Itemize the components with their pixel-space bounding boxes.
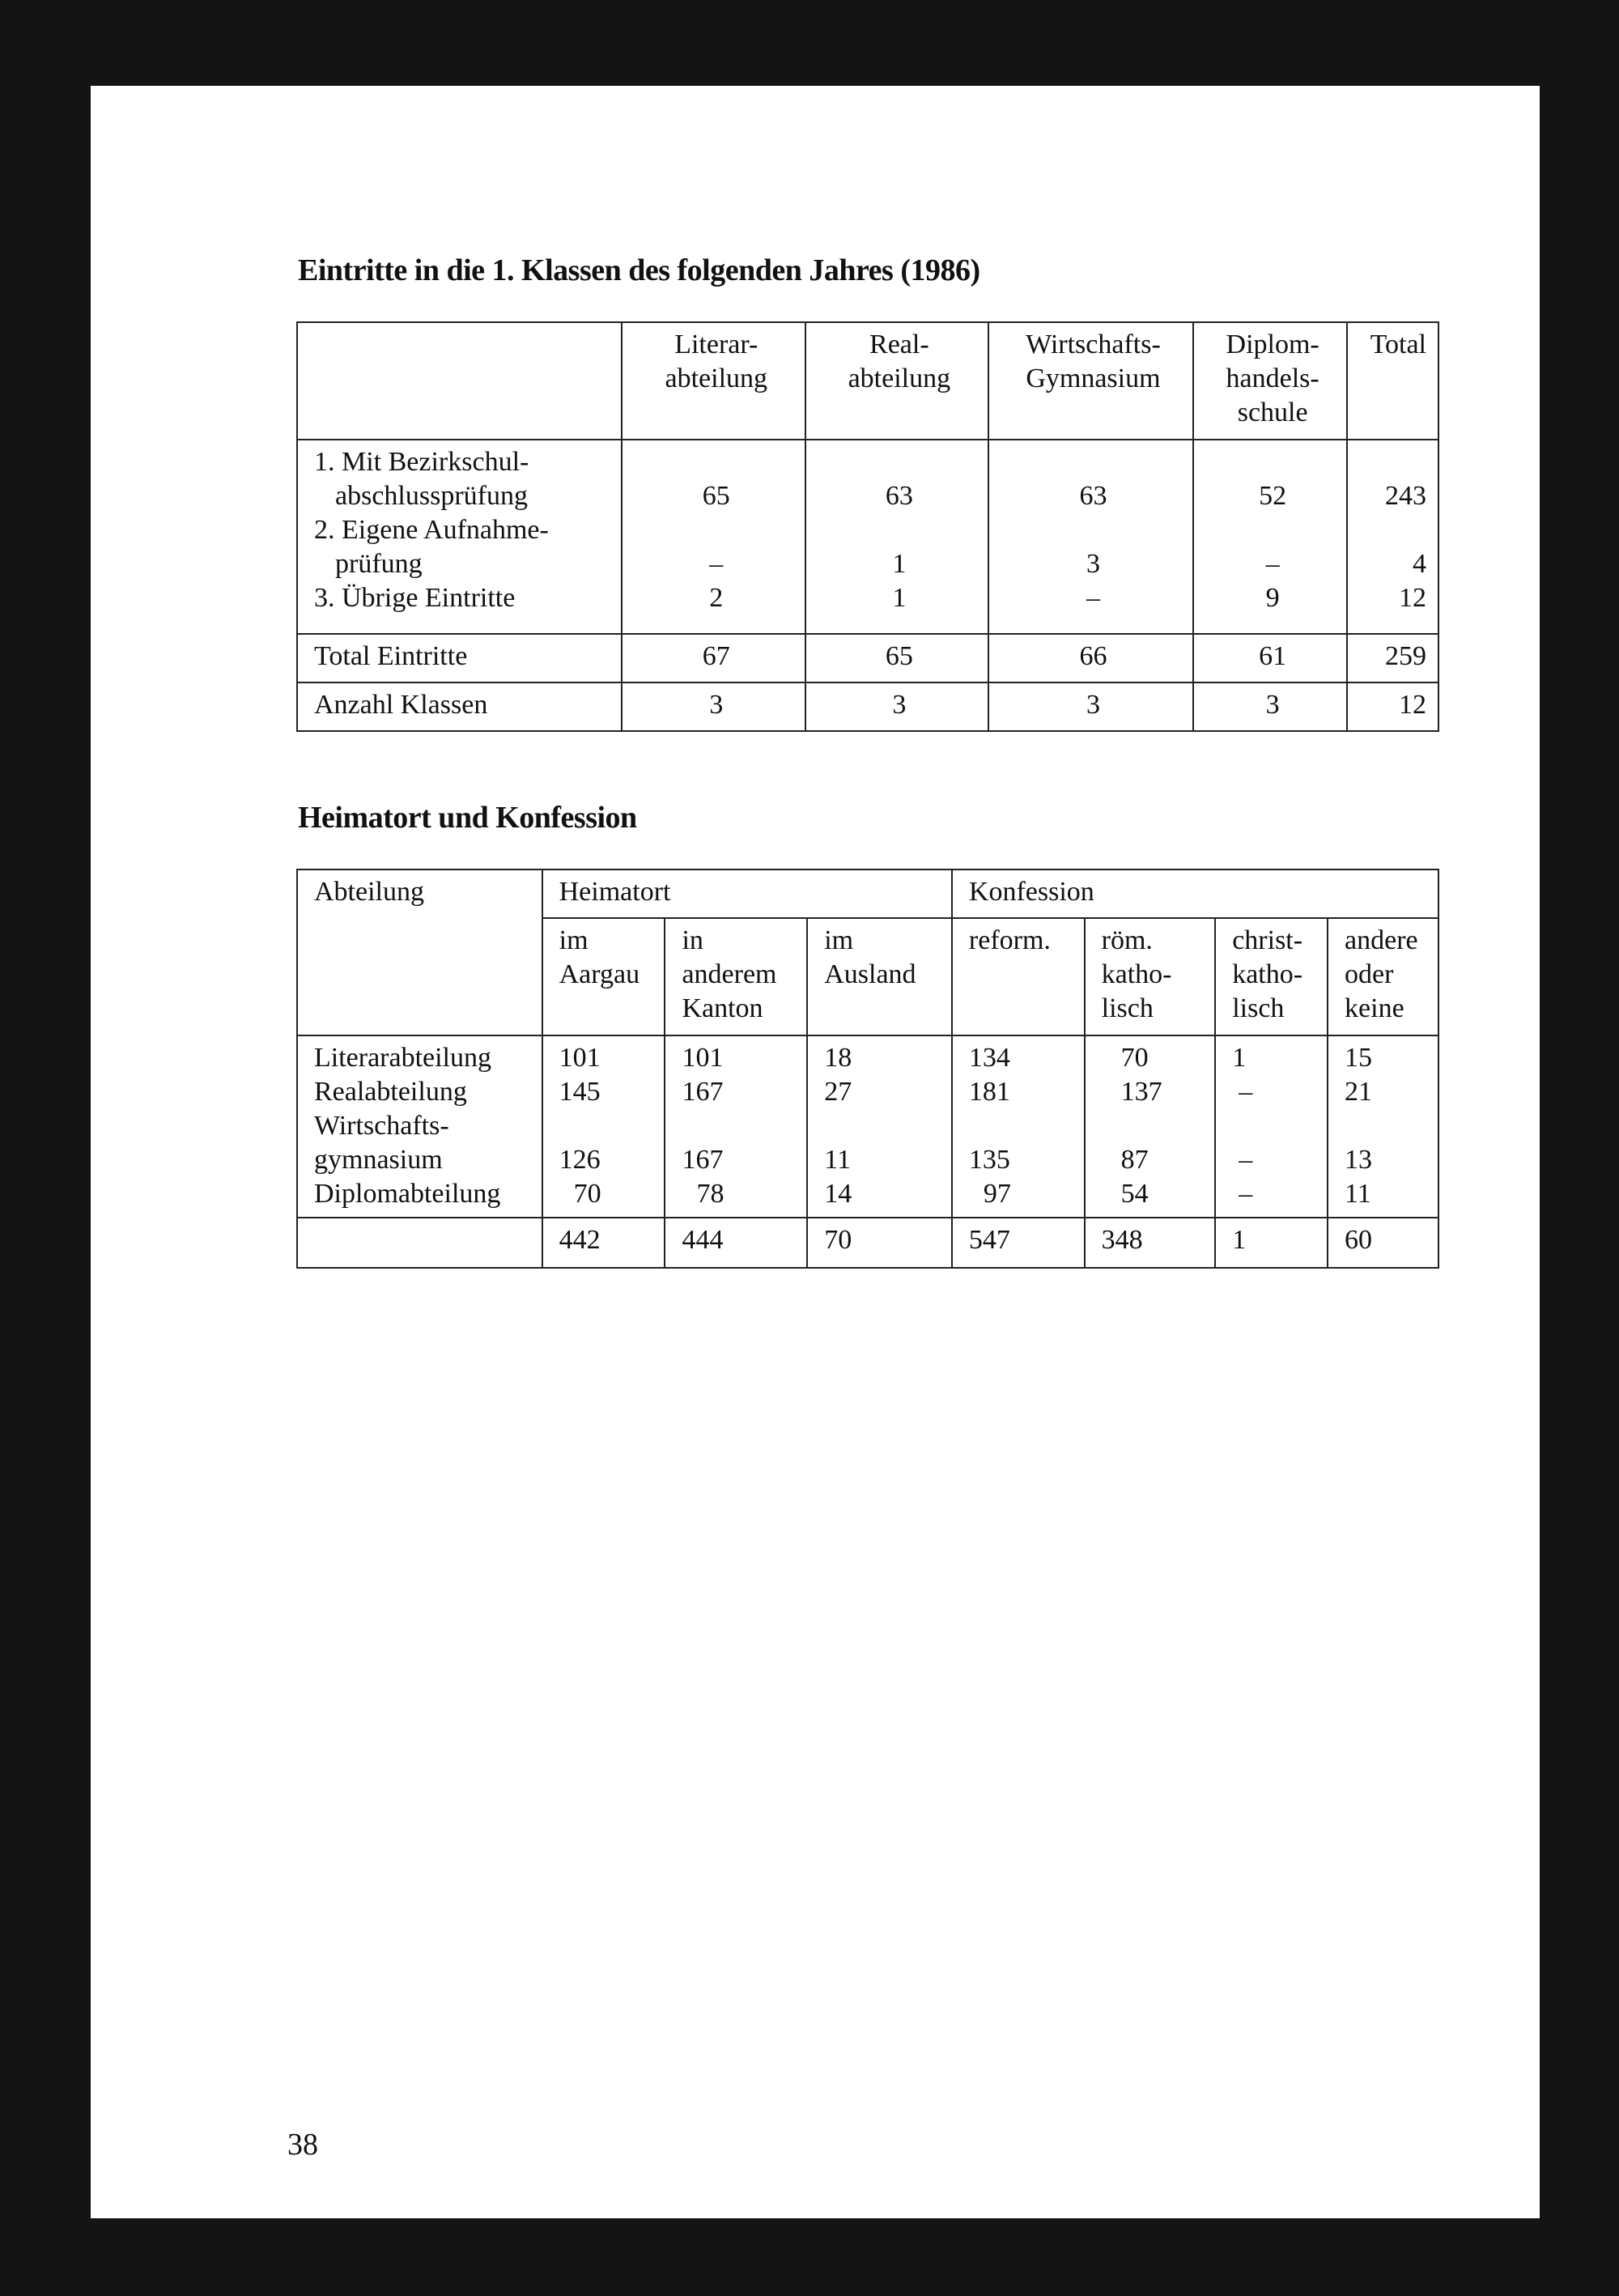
cell-value: 134: [968, 1043, 1010, 1073]
total-value: 348: [1085, 1218, 1216, 1268]
row-label: Anzahl Klassen: [297, 682, 622, 731]
data-column-cell: [542, 1035, 665, 1218]
data-column-cell: [952, 1035, 1085, 1218]
cell-value: [1102, 1109, 1204, 1143]
totals-label-empty: [297, 1218, 542, 1268]
spacer-line: [1005, 445, 1182, 479]
cell-value: –: [1239, 1077, 1253, 1107]
row-labels-cell: [297, 1035, 542, 1218]
column-header-line: abteilung: [665, 364, 768, 393]
column-header-line: Literar-: [674, 330, 759, 359]
column-header: [1215, 918, 1328, 1035]
column-header-line: lisch: [1101, 993, 1154, 1023]
cell-value: 2: [709, 583, 724, 613]
column-header: [1193, 322, 1347, 440]
row-labels-cell: [297, 440, 622, 634]
cell-value: 52: [1259, 481, 1287, 511]
column-header-line: Ausland: [824, 959, 916, 989]
column-header: [622, 322, 805, 440]
row-label-line: 3. Übrige Eintritte: [314, 583, 516, 613]
section-title-heimatort-konfession: Heimatort und Konfession: [298, 801, 637, 835]
total-value: 442: [542, 1218, 665, 1268]
column-header-line: keine: [1345, 993, 1404, 1023]
row-label-line: Wirtschafts-: [314, 1111, 449, 1141]
cell-value: 66: [988, 634, 1194, 682]
cell-value: 11: [824, 1145, 851, 1175]
cell-value: [1345, 1109, 1426, 1143]
total-value: 547: [952, 1218, 1085, 1268]
cell-value: 21: [1345, 1077, 1373, 1107]
spacer-line: [822, 445, 976, 479]
cell-value: [682, 1109, 795, 1143]
cell-value: 4: [1413, 549, 1426, 579]
spacer-line: [1005, 513, 1182, 547]
column-header: [988, 322, 1194, 440]
row-label-line: 2. Eigene Aufnahme-: [314, 515, 549, 545]
column-header-line: Real-: [869, 330, 929, 359]
cell-value: 135: [968, 1145, 1010, 1175]
cell-value: 167: [682, 1077, 724, 1107]
column-header-line: handels-: [1226, 364, 1319, 393]
column-header: [807, 918, 952, 1035]
column-header-line: katho-: [1232, 959, 1303, 989]
column-header-line: oder: [1345, 959, 1394, 989]
spacer-line: [1364, 513, 1426, 547]
cell-value: 61: [1193, 634, 1347, 682]
column-header-line: Wirtschafts-: [1026, 330, 1161, 359]
cell-value: 243: [1385, 481, 1426, 511]
cell-value: –: [1265, 549, 1280, 579]
cell-value: [824, 1109, 940, 1143]
cell-value: 67: [622, 634, 805, 682]
table-header-row: [297, 322, 1438, 440]
cell-value: 13: [1345, 1145, 1373, 1175]
cell-value: 259: [1347, 634, 1438, 682]
spacer-line: [1210, 513, 1335, 547]
total-value: 1: [1215, 1218, 1328, 1268]
cell-value: –: [1239, 1179, 1253, 1209]
cell-value: 101: [559, 1043, 601, 1073]
column-header-line: andere: [1345, 925, 1418, 955]
cell-value: 12: [1347, 682, 1438, 731]
column-header: [952, 918, 1085, 1035]
cell-value: 27: [824, 1077, 852, 1107]
column-header: [1085, 918, 1216, 1035]
cell-value: 70: [1120, 1043, 1149, 1073]
cell-value: –: [1239, 1145, 1253, 1175]
column-header-line: Kanton: [682, 993, 763, 1023]
cell-value: 167: [682, 1145, 724, 1175]
data-column-cell: [622, 440, 805, 634]
row-label-line: gymnasium: [314, 1145, 443, 1175]
column-header: [1347, 322, 1438, 440]
table-header-empty: [297, 322, 622, 440]
cell-value: 3: [988, 682, 1194, 731]
column-header-line: Diplom-: [1226, 330, 1319, 359]
cell-value: 11: [1345, 1179, 1371, 1209]
data-column-cell: [665, 1035, 807, 1218]
cell-value: 3: [1193, 682, 1347, 731]
cell-value: 126: [559, 1145, 601, 1175]
group-header-konfession: Konfession: [952, 870, 1438, 918]
cell-value: 3: [805, 682, 988, 731]
cell-value: 87: [1120, 1145, 1149, 1175]
group-header-heimatort: Heimatort: [542, 870, 952, 918]
data-column-cell: [1347, 440, 1438, 634]
cell-value: 9: [1265, 583, 1280, 613]
cell-value: 3: [1086, 549, 1100, 579]
cell-value: 97: [983, 1179, 1011, 1209]
cell-value: 70: [573, 1179, 601, 1209]
table-eintritte: [296, 321, 1439, 732]
column-header-line: abteilung: [848, 364, 951, 393]
column-header-line: Aargau: [559, 959, 640, 989]
row-label-line: prüfung: [335, 549, 423, 579]
cell-value: 54: [1120, 1179, 1149, 1209]
cell-value: 65: [805, 634, 988, 682]
column-header-line: lisch: [1232, 993, 1285, 1023]
spacer-line: [639, 445, 793, 479]
totals-row: [297, 1218, 1438, 1268]
column-header-line: in: [682, 925, 703, 955]
table-body-row: [297, 440, 1438, 634]
column-header-line: röm.: [1101, 925, 1153, 955]
column-header-line: im: [824, 925, 854, 955]
cell-value: 12: [1399, 583, 1426, 613]
column-header: [805, 322, 988, 440]
cell-value: [1232, 1109, 1315, 1143]
cell-value: 18: [824, 1043, 852, 1073]
data-column-cell: [1193, 440, 1347, 634]
table-row: [297, 634, 1438, 682]
total-value: 444: [665, 1218, 807, 1268]
data-column-cell: [1085, 1035, 1216, 1218]
column-header-line: im: [559, 925, 589, 955]
spacer-line: [1210, 445, 1335, 479]
column-header-line: reform.: [968, 925, 1051, 955]
column-header: [1328, 918, 1438, 1035]
cell-value: 181: [968, 1077, 1010, 1107]
column-header-line: schule: [1237, 398, 1308, 427]
column-header-line: christ-: [1232, 925, 1303, 955]
cell-value: [559, 1109, 653, 1143]
row-label-line: Diplomabteilung: [314, 1179, 501, 1209]
cell-value: [969, 1109, 1073, 1143]
col-header-abteilung: Abteilung: [297, 870, 542, 1035]
cell-value: 145: [559, 1077, 601, 1107]
cell-value: 78: [696, 1179, 725, 1209]
data-column-cell: [1328, 1035, 1438, 1218]
column-header-line: katho-: [1101, 959, 1172, 989]
section-title-eintritte: Eintritte in die 1. Klassen des folgenden Jahres (1986): [298, 253, 980, 287]
data-column-cell: [988, 440, 1194, 634]
data-column-cell: [807, 1035, 952, 1218]
cell-value: 137: [1120, 1077, 1162, 1107]
total-value: 70: [807, 1218, 952, 1268]
table-row: [297, 682, 1438, 731]
data-column-cell: [1215, 1035, 1328, 1218]
group-header-row: [297, 870, 1438, 918]
table-body-row: [297, 1035, 1438, 1218]
cell-value: 15: [1345, 1043, 1373, 1073]
cell-value: 14: [824, 1179, 852, 1209]
spacer-line: [1364, 445, 1426, 479]
row-label-line: abschlussprüfung: [335, 481, 528, 511]
cell-value: –: [1086, 583, 1100, 613]
total-value: 60: [1328, 1218, 1438, 1268]
cell-value: 1: [892, 583, 907, 613]
row-label-line: Literarabteilung: [314, 1043, 492, 1073]
column-header: [542, 918, 665, 1035]
cell-value: 63: [885, 481, 913, 511]
cell-value: 63: [1079, 481, 1107, 511]
row-label-line: 1. Mit Bezirkschul-: [314, 447, 529, 477]
cell-value: 1: [1232, 1043, 1247, 1073]
cell-value: 65: [702, 481, 730, 511]
cell-value: 3: [622, 682, 805, 731]
row-label-line: Realabteilung: [314, 1077, 467, 1107]
row-label: Total Eintritte: [297, 634, 622, 682]
spacer-line: [822, 513, 976, 547]
cell-value: 1: [892, 549, 907, 579]
cell-value: 101: [682, 1043, 724, 1073]
cell-value: –: [709, 549, 724, 579]
page-number: 38: [287, 2128, 318, 2162]
document-page: [91, 86, 1540, 2218]
column-header: [665, 918, 807, 1035]
column-header-line: anderem: [682, 959, 777, 989]
spacer-line: [639, 513, 793, 547]
column-header-line: Total: [1370, 330, 1426, 359]
data-column-cell: [805, 440, 988, 634]
column-header-line: Gymnasium: [1026, 364, 1161, 393]
table-heimatort-konfession: [296, 869, 1439, 1269]
